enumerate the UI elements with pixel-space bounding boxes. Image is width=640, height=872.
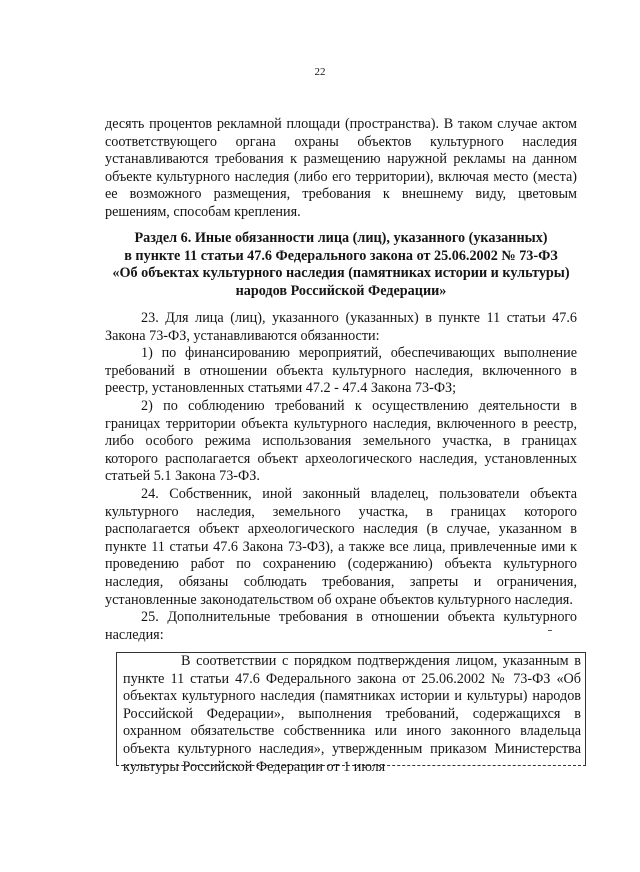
section-heading-line: народов Российской Федерации» <box>235 282 447 299</box>
paragraph-25: 25. Дополнительные требования в отношении объекта культурного наследия: <box>105 609 577 643</box>
scan-mark <box>548 630 552 631</box>
section-heading-line: в пункте 11 статьи 47.6 Федерального закона от 25.06.2002 № 73-ФЗ <box>124 247 558 264</box>
boxed-note-text: В соответствии с порядком подтверждения лицом, указанным в пункте 11 статьи 47.6 Федерального закона от 25.06.2002 № 73-ФЗ «Об объектах культурного наследия (памятниках истории и культуры) народов Российской Федерации», выполнения требований, содержащихся в охранном обязательстве собственника или иного законного владельца объекта культурного наследия», утвержденным приказом Министерства культуры Российской Федерации от 1 июля <box>123 653 581 775</box>
section-heading <box>105 230 577 300</box>
section-heading-line: «Об объектах культурного наследия (памятниках истории и культуры) <box>112 265 570 282</box>
page-number: 22 <box>314 66 326 78</box>
section-body <box>105 310 577 644</box>
section-heading-line: Раздел 6. Иные обязанности лица (лиц), указанного (указанных) <box>134 230 548 246</box>
boxed-note <box>116 652 586 775</box>
paragraph-continuation: десять процентов рекламной площади (пространства). В таком случае актом соответствующего органа охраны объектов культурного наследия устанавливаются требования к размещению наружной рекламы на данном объекте культурного наследия (либо его территории), включая место (места) ее возможного размещения, требования к внешнему виду, цветовым решениям, способам крепления. <box>105 116 577 220</box>
paragraph-23: 23. Для лица (лиц), указанного (указанных) в пункте 11 статьи 47.6 Закона 73-ФЗ, устанавливаются обязанности: <box>105 310 577 344</box>
paragraph-23-item-2: 2) по соблюдению требований к осуществлению деятельности в границах территории объекта культурного наследия, включенного в реестр, либо особого режима использования земельного участка, в границах которого располагается объект археологического наследия, установленных статьей 5.1 Закона 73-ФЗ. <box>105 397 577 485</box>
paragraph-24: 24. Собственник, иной законный владелец, пользователи объекта культурного наследия, земельного участка, в границах которого располагается объект археологического наследия (в случае, указанном в пункте 11 статьи 47.6 Закона 73-ФЗ), а также все лица, привлеченные ими к проведению работ по сохранению (содержанию) объекта культурного наследия, обязаны соблюдать требования, запреты и ограничения, установленные законодательством об охране объектов культурного наследия. <box>105 485 577 608</box>
paragraph-23-item-1: 1) по финансированию мероприятий, обеспечивающих выполнение требований в отношении объекта культурного наследия, включенного в реестр, установленных статьями 47.2 - 47.4 Закона 73-ФЗ; <box>105 345 577 397</box>
